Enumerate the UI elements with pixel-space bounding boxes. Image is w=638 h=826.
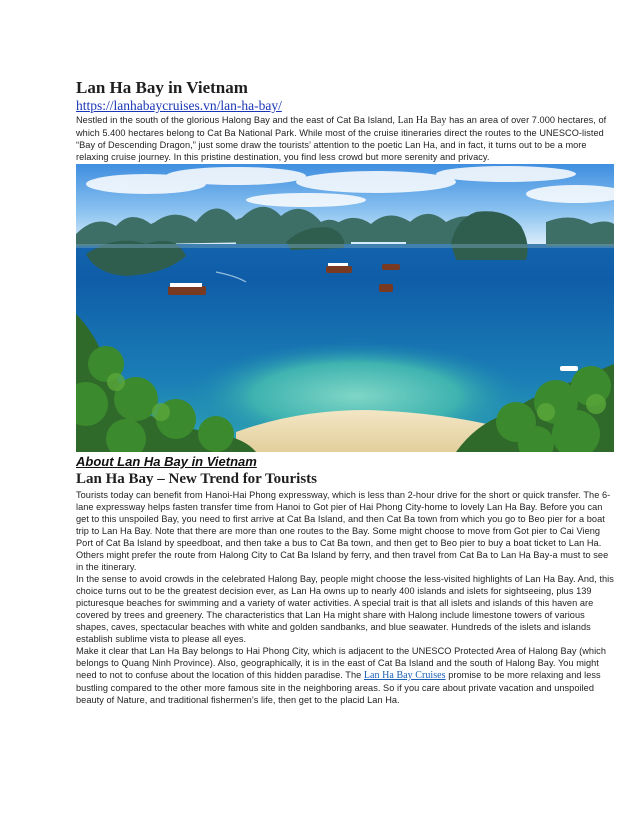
body-paragraph-1: Tourists today can benefit from Hanoi-Hai Phong expressway, which is less than 2-hour drive for the short or quick transfer. The 6-lane expressway helps fasten transfer time from Hanoi to Got pier of Hai Phong City-home to lovely Lan Ha Bay. Before you can get to this unspoiled Bay, you need to first arrive at Cat Ba Island, and then Cat Ba town from which you go to Beo pier for a boat trip to Lan Ha Bay. Note that there are more than one routes to the Bay. Some might choose to move from Got pier to Cai Vieng Port of Cat Ba Island by speedboat, and then take a bus to Cat Ba town, and then get to Beo pier to buy a boat ticket to Lan Ha. Others might prefer the route from Halong City to Cat Ba Island by ferry, and then travel from Cat Ba to Lan Ha Bay-a must to see in the itinerary. — [76, 490, 611, 572]
document-page — [76, 78, 614, 706]
body-paragraph-3 — [76, 645, 614, 706]
section-heading: About Lan Ha Bay in Vietnam — [76, 454, 257, 469]
page-title: Lan Ha Bay in Vietnam — [76, 78, 248, 97]
source-url-link[interactable]: https://lanhabaycruises.vn/lan-ha-bay/ — [76, 98, 282, 113]
body-paragraph-2: In the sense to avoid crowds in the celebrated Halong Bay, people might choose the less-visited highlights of Lan Ha Bay. And, this choice turns out to be the greatest decision ever, as Lan Ha owns up to nearly 400 islands and islets for sightseeing, plus 139 picturesque beaches for swimming and a variety of water activities. A special trait is that all islets and islands of this haven are covered by trees and greenery. The characteristics that Lan Ha might share with Halong include limestone towers of various shapes, caves, spectacular beaches with white and golden sandbanks, and blue seawater. Hundreds of the islets and islands establish sublime vista to please all eyes. — [76, 574, 614, 644]
section-subheading: Lan Ha Bay – New Trend for Tourists — [76, 471, 318, 487]
intro-text-part2: has an area of over 7.000 hectares, of which 5.400 hectares belong to Cat Ba National Park. While most of the cruise itineraries direct the routes to the UNESCO-listed “Bay of Descending Dragon,” just some draw the tourists’ attention to the poetic Lan Ha, and in fact, it turns out to be a more relaxing cruise journey. In this pristine destination, you find less crowd but more serenity and privacy. — [76, 115, 607, 162]
intro-paragraph — [76, 114, 614, 163]
lan-ha-bay-photo — [76, 164, 614, 452]
lan-ha-bay-cruises-link[interactable]: Lan Ha Bay Cruises — [363, 670, 446, 681]
paragraph3-text-part1: Make it clear that Lan Ha Bay belongs to Hai Phong City, which is adjacent to the UNESCO Protected Area of Halong Bay (which belongs to Quang Ninh Province). Also, geographically, it is in the east of Cat Ba Island and the south of Halong Bay. You might need to not to confuse about the location of this hidden paradise. The — [76, 646, 606, 680]
paragraph3-text-part2: promise to be more relaxing and less bustling compared to the other more famous site in the neighboring areas. So if you care about private vacation and unspoiled beauty of Nature, and traditional fishermen’s life, then get to the placid Lan Ha. — [76, 670, 601, 705]
intro-text-part1: Nestled in the south of the glorious Halong Bay and the east of Cat Ba Island, — [76, 115, 398, 125]
intro-lan-ha-bay-name: Lan Ha Bay — [397, 115, 447, 126]
